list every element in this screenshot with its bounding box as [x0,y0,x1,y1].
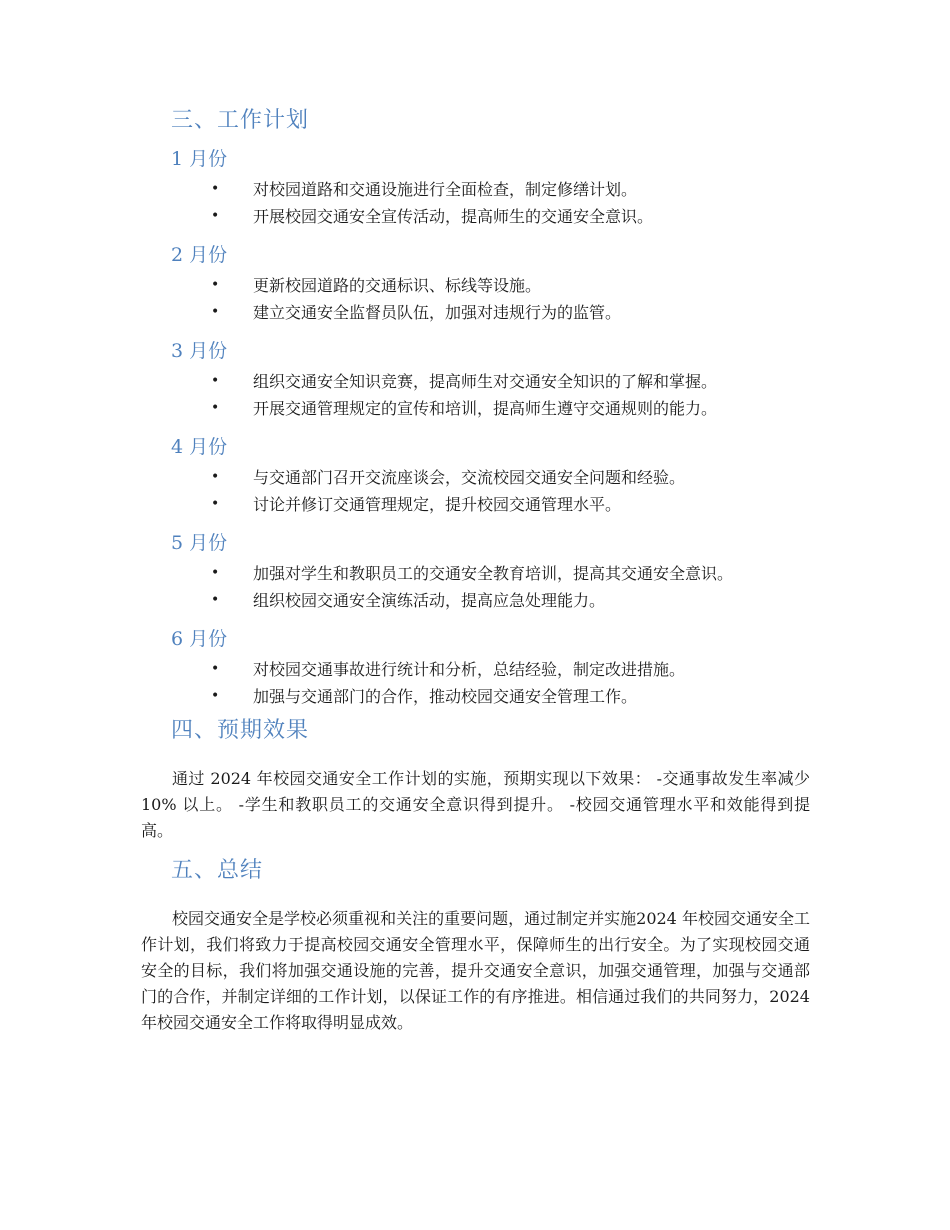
list-item [141,203,810,230]
list-item-text: 组织交通安全知识竞赛，提高师生对交通安全知识的了解和掌握。 [253,372,718,391]
list-item-text: 建立交通安全监督员队伍，加强对违规行为的监管。 [253,303,622,322]
list-item-text: 加强与交通部门的合作，推动校园交通安全管理工作。 [253,687,638,706]
list-item [141,491,810,518]
heading-work-plan: 三、工作计划 [171,108,310,133]
bullet-icon: • [211,373,220,389]
list-item [141,368,810,395]
bullet-icon: • [211,181,220,197]
section-work-plan [141,106,810,710]
list-item-text: 加强对学生和教职员工的交通安全教育培训，提高其交通安全意识。 [253,564,734,583]
list-item [141,176,810,203]
list-item-text: 与交通部门召开交流座谈会，交流校园交通安全问题和经验。 [253,468,686,487]
heading-summary: 五、总结 [171,858,264,883]
month-heading: 1 月份 [171,148,228,170]
section-expected-effects [141,716,810,844]
list-item [141,656,810,683]
list-item [141,683,810,710]
bullet-icon: • [211,400,220,416]
month-block [141,626,810,710]
summary-paragraph: 校园交通安全是学校必须重视和关注的重要问题，通过制定并实施2024 年校园交通安全工作计划，我们将致力于提高校园交通安全管理水平，保障师生的出行安全。为了实现校园交通安全的目标，我们将加强交通设施的完善，提升交通安全意识，加强交通管理，加强与交通部门的合作，并制定详细的工作计划，以保证工作的有序推进。相信通过我们的共同努力，2024 年校园交通安全工作将取得明显成效。 [141,909,810,1032]
bullet-icon: • [211,469,220,485]
list-item [141,395,810,422]
section-summary [141,856,810,1036]
list-item-text: 组织校园交通安全演练活动，提高应急处理能力。 [253,591,606,610]
month-items [141,560,810,614]
bullet-icon: • [211,208,220,224]
month-items [141,272,810,326]
month-items [141,176,810,230]
month-block [141,530,810,614]
list-item-text: 开展校园交通安全宣传活动，提高师生的交通安全意识。 [253,207,654,226]
list-item [141,272,810,299]
list-item-text: 更新校园道路的交通标识、标线等设施。 [253,276,542,295]
effects-paragraph: 通过 2024 年校园交通安全工作计划的实施，预期实现以下效果： -交通事故发生率减少 10% 以上。 -学生和教职员工的交通安全意识得到提升。 -校园交通管理水平和效能得到提高。 [141,769,810,840]
list-item-text: 对校园道路和交通设施进行全面检查，制定修缮计划。 [253,180,638,199]
month-block [141,338,810,422]
month-heading: 5 月份 [171,532,228,554]
heading-expected-effects: 四、预期效果 [171,718,310,743]
bullet-icon: • [211,277,220,293]
month-block [141,434,810,518]
month-heading: 2 月份 [171,244,228,266]
bullet-icon: • [211,688,220,704]
bullet-icon: • [211,661,220,677]
month-heading: 4 月份 [171,436,228,458]
list-item [141,560,810,587]
list-item [141,299,810,326]
list-item [141,587,810,614]
month-heading: 3 月份 [171,340,228,362]
list-item-text: 开展交通管理规定的宣传和培训，提高师生遵守交通规则的能力。 [253,399,718,418]
bullet-icon: • [211,592,220,608]
month-items [141,368,810,422]
bullet-icon: • [211,496,220,512]
month-items [141,656,810,710]
list-item-text: 讨论并修订交通管理规定，提升校园交通管理水平。 [253,495,622,514]
month-block [141,146,810,230]
list-item [141,464,810,491]
bullet-icon: • [211,304,220,320]
bullet-icon: • [211,565,220,581]
list-item-text: 对校园交通事故进行统计和分析，总结经验，制定改进措施。 [253,660,686,679]
month-items [141,464,810,518]
month-heading: 6 月份 [171,628,228,650]
month-block [141,242,810,326]
